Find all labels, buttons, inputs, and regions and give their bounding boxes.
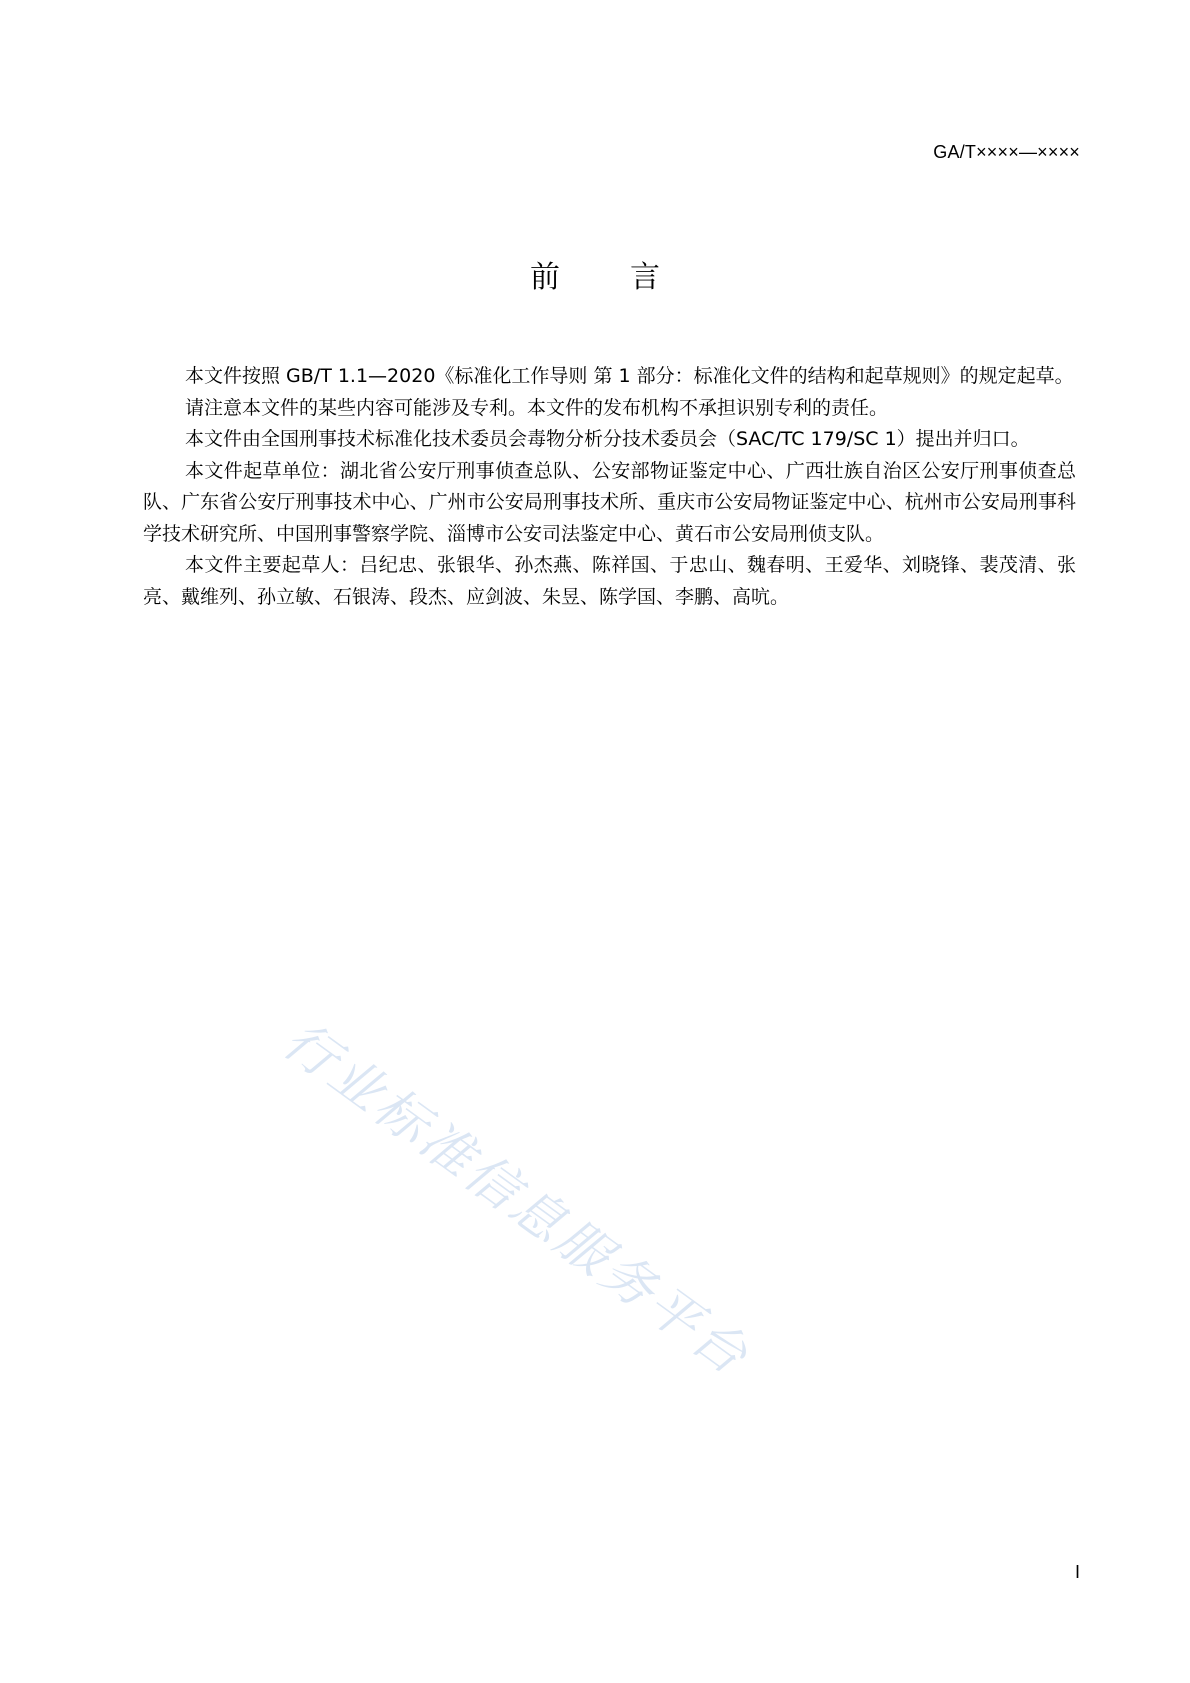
paragraph-drafters: 本文件主要起草人：吕纪忠、张银华、孙杰燕、陈祥国、于忠山、魏春明、王爱华、刘晓锋、裴茂清、张亮、戴维列、孙立敏、石银涛、段杰、应剑波、朱昱、陈学国、李鹏、高吭。 bbox=[143, 554, 1076, 608]
watermark: 行业标准信息服务平台 bbox=[272, 1010, 761, 1389]
page-title bbox=[0, 252, 1190, 296]
page-number: I bbox=[1074, 1562, 1080, 1582]
document-code: GA/T××××—×××× bbox=[933, 142, 1080, 162]
foreword-body bbox=[143, 361, 1076, 613]
paragraph-drafting-rules: 本文件按照 GB/T 1.1—2020《标准化工作导则 第 1 部分：标准化文件的结构和起草规则》的规定起草。 bbox=[185, 365, 1074, 387]
paragraph-patent-notice: 请注意本文件的某些内容可能涉及专利。本文件的发布机构不承担识别专利的责任。 bbox=[185, 396, 889, 419]
paragraph-drafting-units: 本文件起草单位：湖北省公安厅刑事侦查总队、公安部物证鉴定中心、广西壮族自治区公安厅刑事侦查总队、广东省公安厅刑事技术中心、广州市公安局刑事技术所、重庆市公安局物证鉴定中心、杭州市公安局刑事科学技术研究所、中国刑事警察学院、淄博市公安司法鉴定中心、黄石市公安局刑侦支队。 bbox=[143, 459, 1076, 545]
title-char-2: 言 bbox=[630, 260, 660, 295]
title-char-1: 前 bbox=[530, 260, 560, 295]
paragraph-proposer: 本文件由全国刑事技术标准化技术委员会毒物分析分技术委员会（SAC/TC 179/SC 1）提出并归口。 bbox=[185, 428, 1030, 450]
